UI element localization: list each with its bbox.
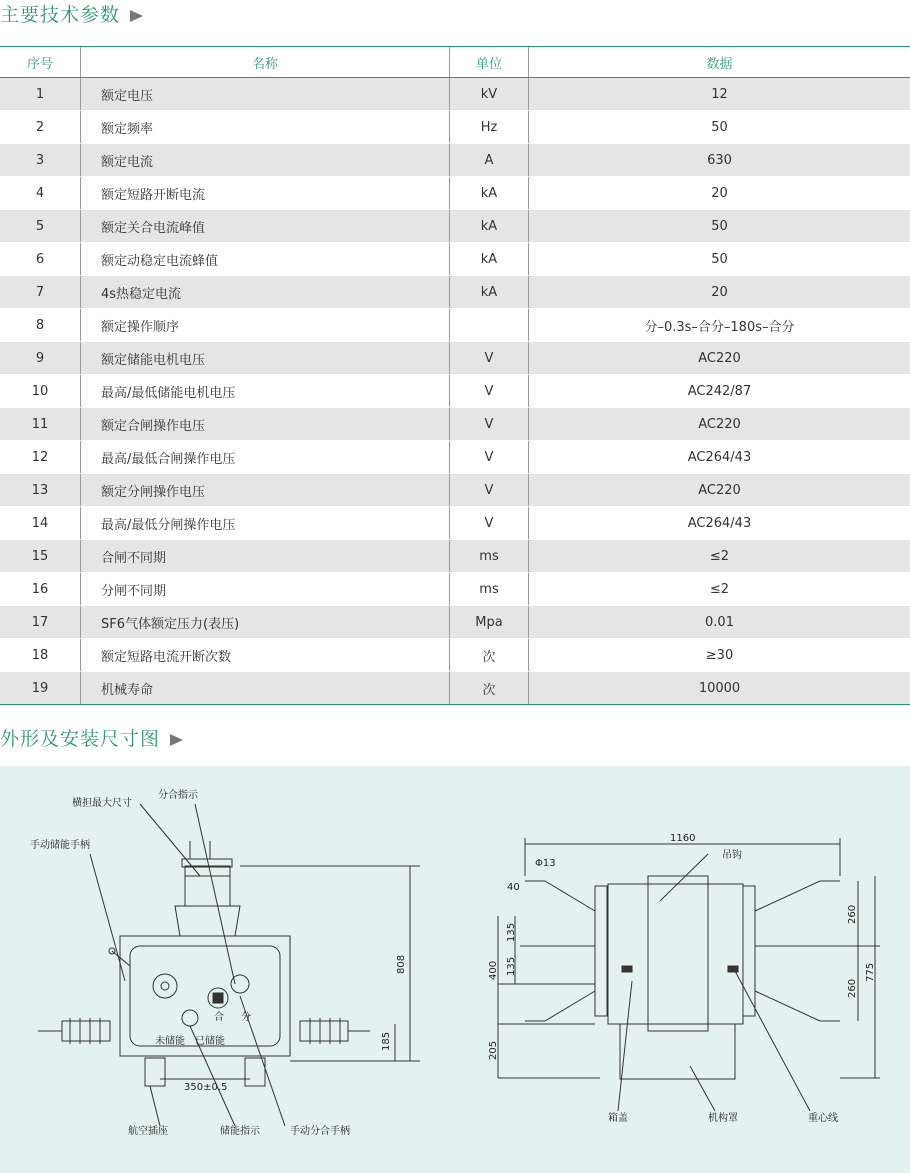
label-260a: 260	[847, 904, 858, 924]
cell-name: 额定合闸操作电压	[81, 408, 450, 441]
label-40: 40	[507, 882, 520, 893]
cell-unit: 次	[450, 639, 529, 672]
label-808: 808	[396, 954, 407, 974]
cell-value: AC220	[529, 342, 910, 375]
cell-unit: kA	[450, 276, 529, 309]
side-view	[498, 838, 880, 1111]
cell-value: AC264/43	[529, 441, 910, 474]
cell-name: 分闸不同期	[81, 573, 450, 606]
cell-value: 630	[529, 144, 910, 177]
cell-name: 额定电压	[81, 78, 450, 111]
cell-value: AC264/43	[529, 507, 910, 540]
cell-name: 机械寿命	[81, 672, 450, 705]
cell-name: SF6气体额定压力(表压)	[81, 606, 450, 639]
cell-index: 3	[0, 144, 81, 177]
label-400: 400	[488, 960, 499, 980]
section-title-dimensions	[0, 724, 183, 751]
cell-unit	[450, 309, 529, 342]
cell-value: 12	[529, 78, 910, 111]
cell-value: ≥30	[529, 639, 910, 672]
cell-unit: Mpa	[450, 606, 529, 639]
right-bushing	[300, 1021, 348, 1041]
cell-name: 最高/最低分闸操作电压	[81, 507, 450, 540]
label-1160: 1160	[670, 833, 696, 844]
label-phi13: Φ13	[535, 858, 556, 869]
cell-unit: V	[450, 375, 529, 408]
table-row	[0, 672, 910, 705]
cell-unit: V	[450, 441, 529, 474]
cell-name: 额定电流	[81, 144, 450, 177]
side-view-labels	[488, 833, 876, 1124]
cell-value: AC220	[529, 408, 910, 441]
cell-name: 最高/最低储能电机电压	[81, 375, 450, 408]
dimension-drawing	[0, 766, 910, 1173]
cell-value: 20	[529, 177, 910, 210]
label-135a: 135	[506, 922, 517, 942]
front-panel	[130, 946, 280, 1046]
cell-value: ≤2	[529, 573, 910, 606]
cell-index: 14	[0, 507, 81, 540]
cell-unit: kV	[450, 78, 529, 111]
table-row	[0, 540, 910, 573]
cell-index: 5	[0, 210, 81, 243]
arrow-right-icon	[170, 734, 183, 746]
front-view-labels	[30, 788, 407, 1137]
table-row	[0, 243, 910, 276]
cell-value: 0.01	[529, 606, 910, 639]
table-row	[0, 573, 910, 606]
cell-index: 13	[0, 474, 81, 507]
spec-table	[0, 46, 910, 705]
label-350: 350±0.5	[184, 1082, 228, 1093]
cell-value: ≤2	[529, 540, 910, 573]
table-row	[0, 144, 910, 177]
cell-index: 16	[0, 573, 81, 606]
cell-index: 7	[0, 276, 81, 309]
cell-unit: Hz	[450, 111, 529, 144]
cell-name: 最高/最低合闸操作电压	[81, 441, 450, 474]
cell-name: 额定操作顺序	[81, 309, 450, 342]
cell-unit: A	[450, 144, 529, 177]
table-row	[0, 408, 910, 441]
label-charge-indicator: 储能指示	[220, 1126, 260, 1137]
cell-unit: V	[450, 408, 529, 441]
cell-index: 1	[0, 78, 81, 111]
table-row	[0, 111, 910, 144]
table-row	[0, 210, 910, 243]
header-name: 名称	[81, 47, 450, 78]
label-185: 185	[381, 1031, 392, 1051]
label-crossarm: 横担最大尺寸	[72, 798, 132, 809]
cell-unit: V	[450, 507, 529, 540]
cell-name: 额定关合电流峰值	[81, 210, 450, 243]
label-close: 合	[214, 1012, 224, 1023]
header-value: 数据	[529, 47, 910, 78]
cell-value: 50	[529, 243, 910, 276]
cell-value: AC242/87	[529, 375, 910, 408]
label-manual-handle: 手动分合手柄	[290, 1126, 350, 1137]
table-row	[0, 78, 910, 111]
spec-table-header	[0, 47, 910, 78]
cell-value: 分–0.3s–合分–180s–合分	[529, 309, 910, 342]
cell-index: 8	[0, 309, 81, 342]
label-cover: 箱盖	[608, 1113, 628, 1124]
cell-unit: ms	[450, 573, 529, 606]
cell-index: 11	[0, 408, 81, 441]
label-handle: 手动储能手柄	[30, 840, 90, 851]
cell-index: 4	[0, 177, 81, 210]
table-row	[0, 474, 910, 507]
cell-value: 50	[529, 111, 910, 144]
cell-index: 6	[0, 243, 81, 276]
section-title-dimensions-text: 外形及安装尺寸图	[0, 728, 161, 750]
label-open: 分	[241, 1012, 251, 1023]
cell-index: 10	[0, 375, 81, 408]
cell-name: 额定分闸操作电压	[81, 474, 450, 507]
table-row	[0, 441, 910, 474]
label-775: 775	[865, 962, 876, 982]
cell-index: 9	[0, 342, 81, 375]
cell-name: 额定动稳定电流蜂值	[81, 243, 450, 276]
header-unit: 单位	[450, 47, 529, 78]
cell-value: 10000	[529, 672, 910, 705]
section-title-specs-text: 主要技术参数	[0, 4, 121, 26]
side-center	[648, 876, 708, 1031]
label-indicator: 分合指示	[158, 790, 198, 801]
cell-name: 合闸不同期	[81, 540, 450, 573]
label-260b: 260	[847, 978, 858, 998]
cell-unit: kA	[450, 210, 529, 243]
label-socket: 航空插座	[128, 1126, 168, 1137]
arrow-right-icon	[130, 10, 143, 22]
cell-name: 4s热稳定电流	[81, 276, 450, 309]
cell-index: 18	[0, 639, 81, 672]
label-135b: 135	[506, 956, 517, 976]
side-body	[608, 884, 743, 1024]
table-row	[0, 606, 910, 639]
label-mech-cover: 机构罩	[708, 1113, 738, 1124]
label-cg-line: 重心线	[808, 1113, 838, 1124]
cell-unit: kA	[450, 243, 529, 276]
table-row	[0, 342, 910, 375]
cell-name: 额定短路电流开断次数	[81, 639, 450, 672]
label-hook: 吊钩	[722, 850, 742, 861]
label-not-charged: 未储能	[155, 1036, 185, 1047]
cell-unit: 次	[450, 672, 529, 705]
cell-value: 20	[529, 276, 910, 309]
section-title-specs	[0, 0, 143, 27]
cell-unit: ms	[450, 540, 529, 573]
cell-index: 15	[0, 540, 81, 573]
dimension-drawing-svg	[0, 766, 910, 1173]
cell-index: 2	[0, 111, 81, 144]
table-row	[0, 639, 910, 672]
cell-unit: V	[450, 342, 529, 375]
front-view	[38, 804, 420, 1126]
cell-index: 12	[0, 441, 81, 474]
left-bushing	[62, 1021, 110, 1041]
mechanism-box	[620, 1024, 735, 1079]
cell-unit: kA	[450, 177, 529, 210]
cell-name: 额定频率	[81, 111, 450, 144]
cell-index: 19	[0, 672, 81, 705]
cell-value: AC220	[529, 474, 910, 507]
table-row	[0, 309, 910, 342]
table-row	[0, 276, 910, 309]
cell-name: 额定短路开断电流	[81, 177, 450, 210]
label-205: 205	[488, 1040, 499, 1060]
cell-name: 额定储能电机电压	[81, 342, 450, 375]
cell-index: 17	[0, 606, 81, 639]
cell-value: 50	[529, 210, 910, 243]
cell-unit: V	[450, 474, 529, 507]
label-charged: 已储能	[195, 1036, 225, 1047]
header-index: 序号	[0, 47, 81, 78]
table-row	[0, 177, 910, 210]
table-row	[0, 507, 910, 540]
crossarm-bracket	[185, 866, 230, 906]
table-row	[0, 375, 910, 408]
upper-neck	[175, 906, 240, 936]
